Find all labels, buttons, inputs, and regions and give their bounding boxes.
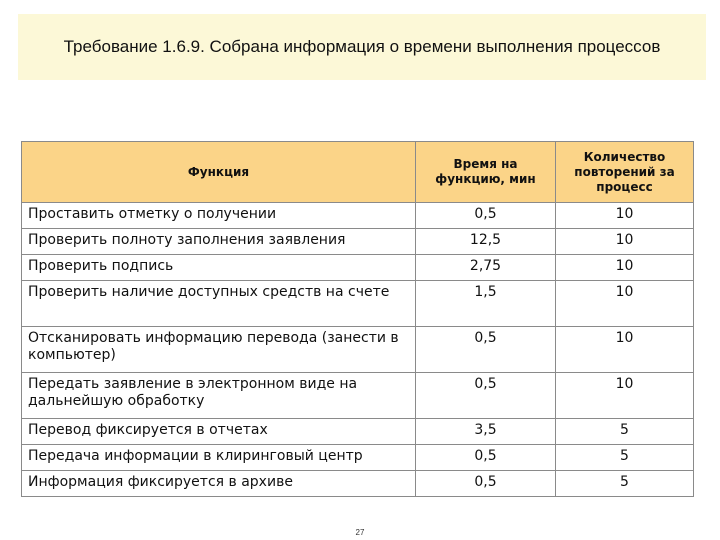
cell-repeats: 10 (556, 327, 694, 373)
cell-time: 12,5 (416, 229, 556, 255)
cell-repeats: 10 (556, 229, 694, 255)
table-row (22, 471, 694, 497)
page-number: 27 (355, 528, 365, 537)
header-repeats: Количество повторений за процесс (556, 142, 694, 203)
cell-time: 3,5 (416, 419, 556, 445)
cell-time: 0,5 (416, 327, 556, 373)
cell-function: Отсканировать информацию перевода (занести в компьютер) (22, 327, 416, 373)
table-row (22, 419, 694, 445)
cell-function: Проверить полноту заполнения заявления (22, 229, 416, 255)
header-time: Время на функцию, мин (416, 142, 556, 203)
table-row (22, 203, 694, 229)
cell-function: Перевод фиксируется в отчетах (22, 419, 416, 445)
cell-function: Проставить отметку о получении (22, 203, 416, 229)
cell-time: 1,5 (416, 281, 556, 327)
cell-repeats: 5 (556, 419, 694, 445)
cell-function: Проверить подпись (22, 255, 416, 281)
table-row (22, 281, 694, 327)
cell-time: 0,5 (416, 373, 556, 419)
table-row (22, 445, 694, 471)
cell-repeats: 10 (556, 373, 694, 419)
cell-repeats: 5 (556, 471, 694, 497)
table-header-row (22, 142, 694, 203)
cell-time: 0,5 (416, 445, 556, 471)
cell-function: Проверить наличие доступных средств на счете (22, 281, 416, 327)
cell-time: 0,5 (416, 471, 556, 497)
cell-function: Передать заявление в электронном виде на дальнейшую обработку (22, 373, 416, 419)
cell-function: Передача информации в клиринговый центр (22, 445, 416, 471)
slide-title: Требование 1.6.9. Собрана информация о времени выполнения процессов (63, 37, 661, 56)
table-row (22, 255, 694, 281)
cell-time: 0,5 (416, 203, 556, 229)
cell-repeats: 10 (556, 255, 694, 281)
cell-time: 2,75 (416, 255, 556, 281)
table-row (22, 229, 694, 255)
cell-repeats: 10 (556, 203, 694, 229)
table-row (22, 373, 694, 419)
cell-function: Информация фиксируется в архиве (22, 471, 416, 497)
process-time-table (21, 141, 694, 497)
cell-repeats: 10 (556, 281, 694, 327)
cell-repeats: 5 (556, 445, 694, 471)
header-function: Функция (22, 142, 416, 203)
table-row (22, 327, 694, 373)
slide-title-box (18, 14, 706, 80)
